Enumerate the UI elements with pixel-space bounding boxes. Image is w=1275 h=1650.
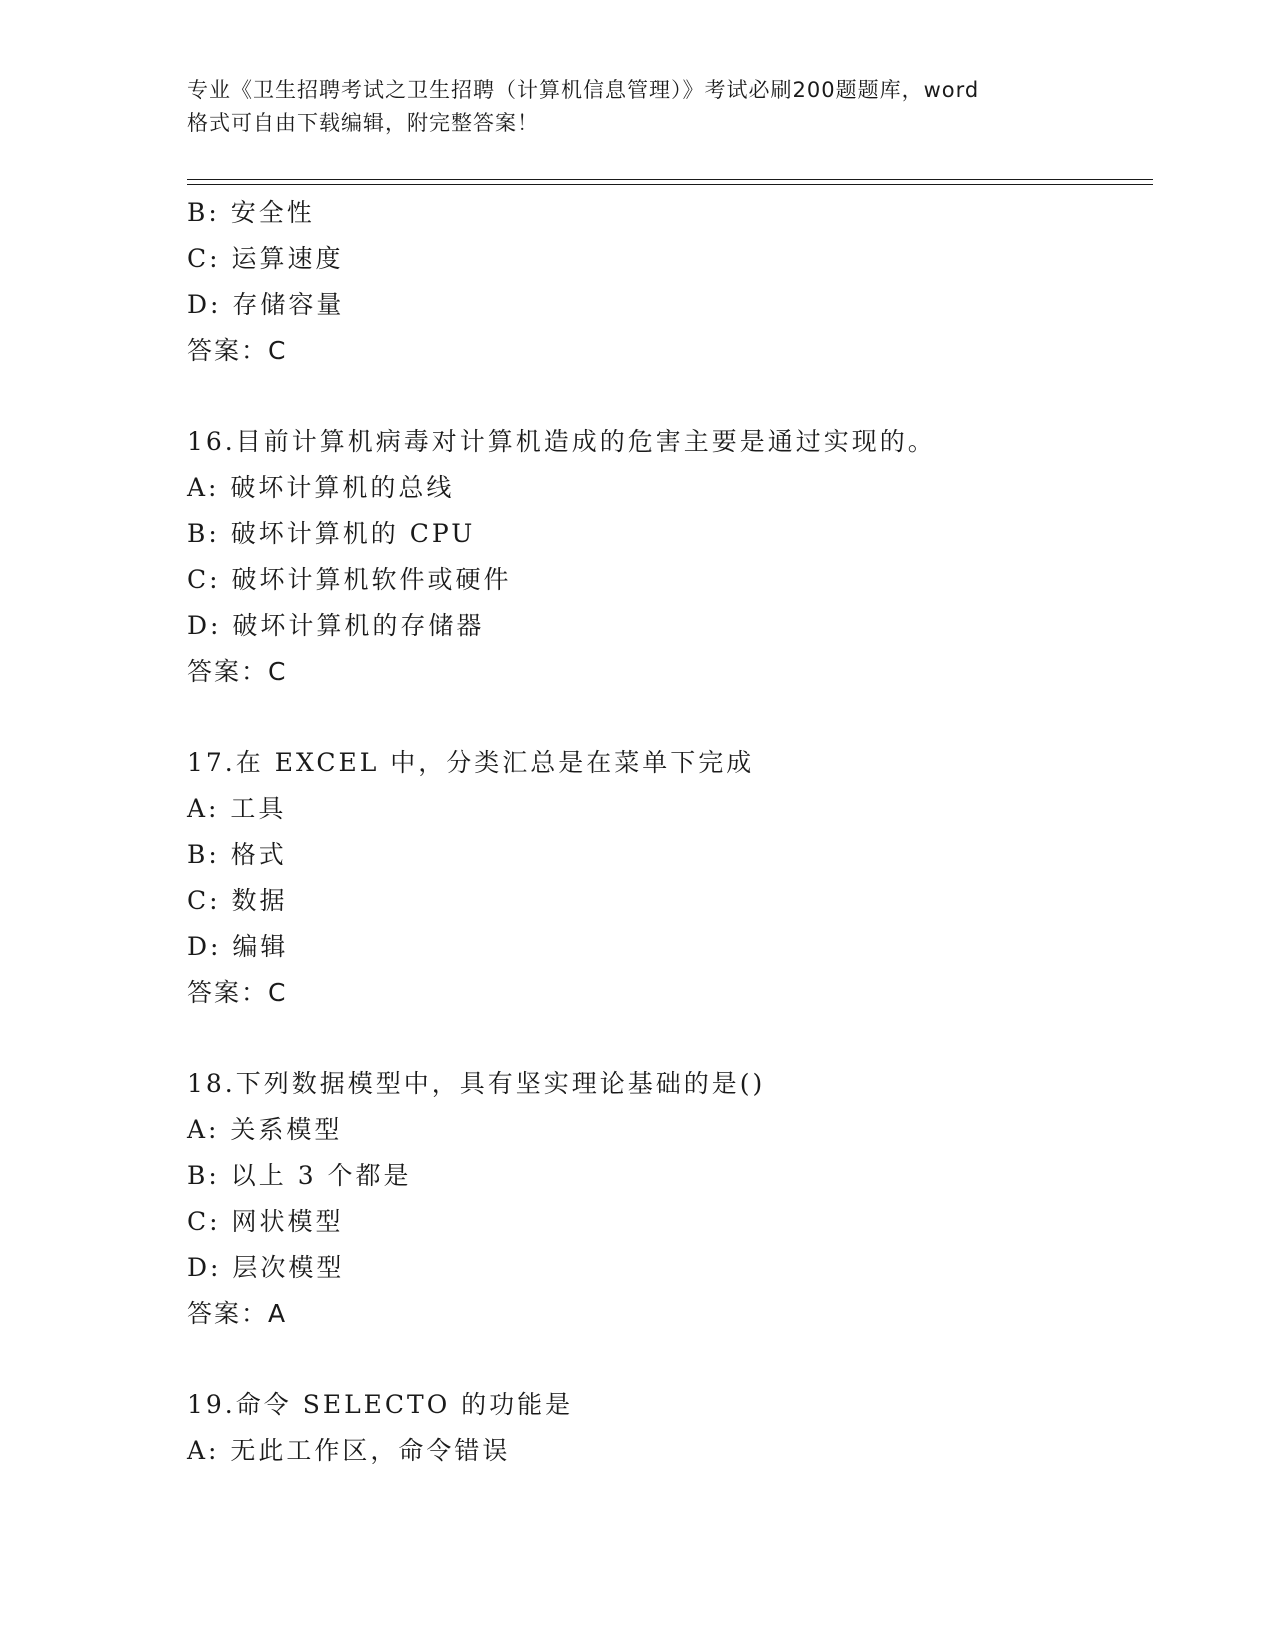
question-17-option-a: A: 工具: [187, 794, 287, 823]
question-15-option-c: C: 运算速度: [187, 244, 344, 273]
document-header: [187, 74, 1087, 140]
question-15-option-b: B: 安全性: [187, 198, 315, 227]
question-17-option-b: B: 格式: [187, 840, 287, 869]
question-17: [187, 740, 1127, 1016]
question-list: [187, 190, 1127, 1474]
question-19-stem: 19.命令 SELECTO 的功能是: [187, 1390, 574, 1419]
header-title-line-2: 格式可自由下载编辑，附完整答案！: [187, 111, 539, 135]
question-16-option-c: C: 破坏计算机软件或硬件: [187, 565, 512, 594]
question-spacer: [187, 1337, 1127, 1382]
question-16-option-d: D: 破坏计算机的存储器: [187, 611, 485, 640]
question-17-answer: 答案：C: [187, 978, 288, 1007]
question-15-tail: [187, 190, 1127, 374]
question-17-stem: 17.在 EXCEL 中，分类汇总是在菜单下完成: [187, 748, 755, 777]
question-16-option-a: A: 破坏计算机的总线: [187, 473, 455, 502]
question-16-stem: 16.目前计算机病毒对计算机造成的危害主要是通过实现的。: [187, 427, 936, 456]
question-18-option-d: D: 层次模型: [187, 1253, 345, 1282]
question-15-answer: 答案：C: [187, 336, 288, 365]
question-19: [187, 1382, 1127, 1474]
question-spacer: [187, 374, 1127, 419]
header-divider-top: [187, 179, 1153, 180]
question-16-answer: 答案：C: [187, 657, 288, 686]
question-18-option-a: A: 关系模型: [187, 1115, 343, 1144]
question-18-answer: 答案：A: [187, 1299, 288, 1328]
question-spacer: [187, 1016, 1127, 1061]
question-spacer: [187, 695, 1127, 740]
question-19-option-a: A: 无此工作区，命令错误: [187, 1436, 511, 1465]
question-17-option-d: D: 编辑: [187, 932, 289, 961]
question-15-option-d: D: 存储容量: [187, 290, 345, 319]
question-17-option-c: C: 数据: [187, 886, 288, 915]
question-16: [187, 419, 1127, 695]
header-divider-bottom: [187, 184, 1153, 185]
question-18: [187, 1061, 1127, 1337]
question-18-option-c: C: 网状模型: [187, 1207, 344, 1236]
question-18-option-b: B: 以上 3 个都是: [187, 1161, 412, 1190]
question-16-option-b: B: 破坏计算机的 CPU: [187, 519, 476, 548]
question-18-stem: 18.下列数据模型中，具有坚实理论基础的是(): [187, 1069, 766, 1098]
header-title-line-1: 专业《卫生招聘考试之卫生招聘（计算机信息管理）》考试必刷200题题库，word: [187, 78, 980, 102]
